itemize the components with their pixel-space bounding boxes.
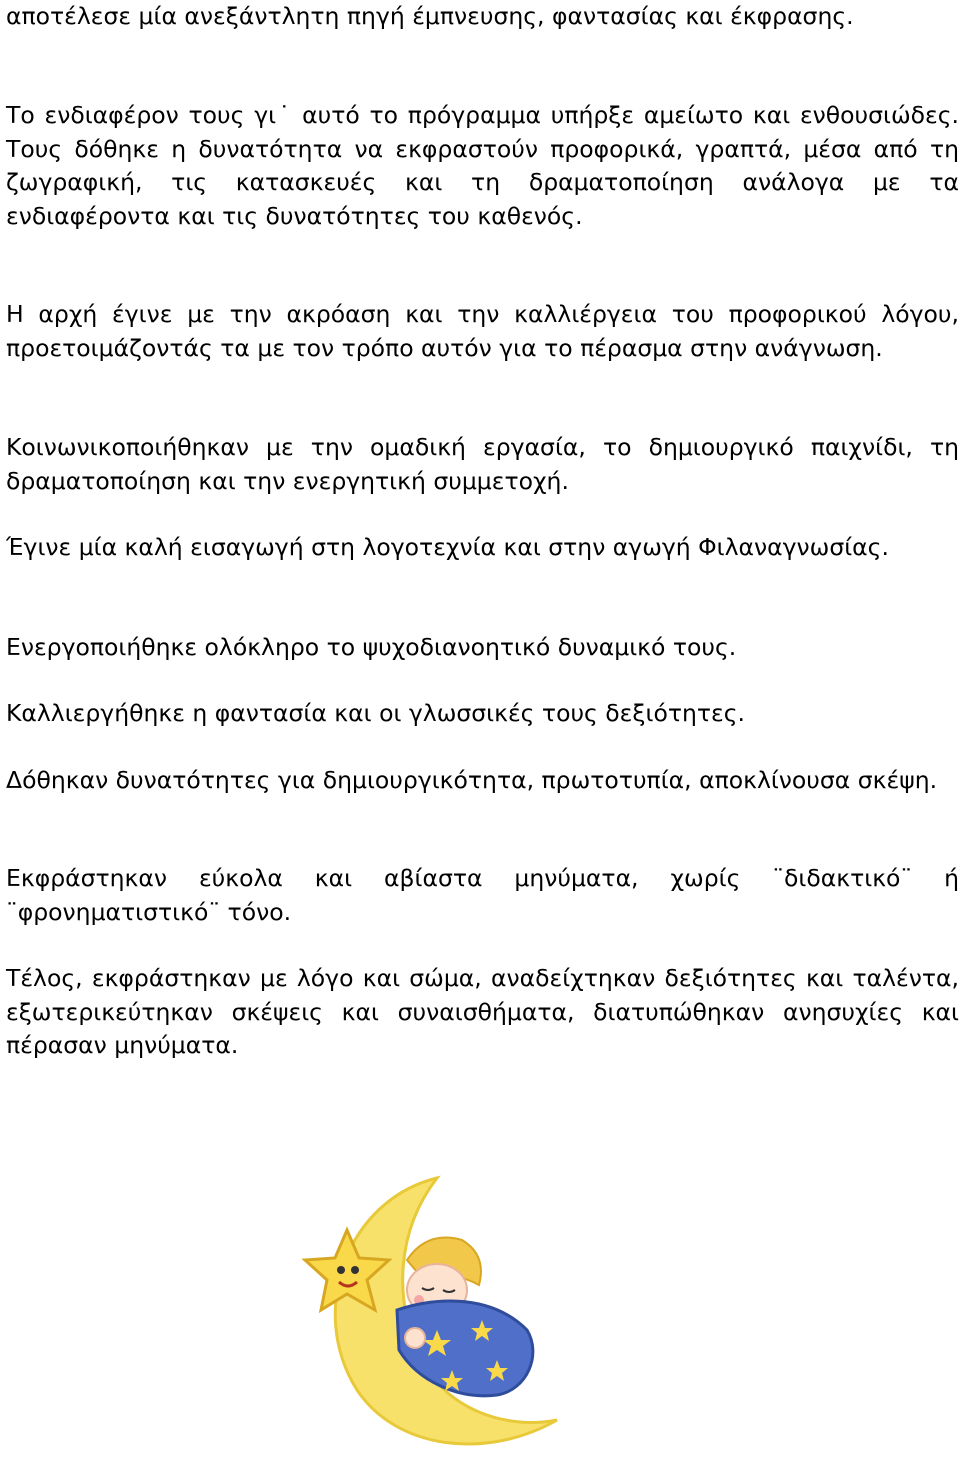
paragraph-1: αποτέλεσε μία ανεξάντλητη πηγή έμπνευσης, φαντασίας και έκφρασης. [6, 2, 854, 30]
paragraph-3: Η αρχή έγινε με την ακρόαση και την καλλιέργεια του προφορικού λόγου, προετοιμάζοντάς τα με τον τρόπο αυτόν για το πέρασμα στην ανάγνωση. [6, 300, 959, 362]
paragraph-10: Τέλος, εκφράστηκαν με λόγο και σώμα, αναδείχτηκαν δεξιότητες και ταλέντα, εξωτερικεύτηκαν σκέψεις και συναισθήματα, διατυπώθηκαν ανησυχίες και πέρασαν μηνύματα. [6, 964, 959, 1059]
paragraph-2: Το ενδιαφέρον τους γι˙ αυτό το πρόγραμμα υπήρξε αμείωτο και ενθουσιώδες. Τους δόθηκε η δυνατότητα να εκφραστούν προφορικά, γραπτά, μέσα από τη ζωγραφική, τις κατασκευές και τη δραματοποίηση ανάλογα με τα ενδιαφέροντα και τις δυνατότητες του καθενός. [6, 101, 959, 230]
sleeping-child-icon [397, 1238, 533, 1396]
paragraph-6: Ενεργοποιήθηκε ολόκληρο το ψυχοδιανοητικό δυναμικό τους. [6, 633, 737, 661]
paragraph-9: Εκφράστηκαν εύκολα και αβίαστα μηνύματα, χωρίς ¨διδακτικό¨ ή ¨φρονηματιστικό¨ τόνο. [6, 864, 959, 926]
paragraph-8: Δόθηκαν δυνατότητες για δημιουργικότητα, πρωτοτυπία, αποκλίνουσα σκέψη. [6, 766, 938, 794]
paragraph-5: Έγινε μία καλή εισαγωγή στη λογοτεχνία και στην αγωγή Φιλαναγνωσίας. [6, 533, 889, 561]
paragraph-4: Κοινωνικοποιήθηκαν με την ομαδική εργασία, το δημιουργικό παιχνίδι, τη δραματοποίηση και την ενεργητική συμμετοχή. [6, 433, 959, 495]
sleeping-child-on-moon-illustration [287, 1160, 591, 1464]
paragraph-7: Καλλιεργήθηκε η φαντασία και οι γλωσσικές τους δεξιότητες. [6, 699, 745, 727]
